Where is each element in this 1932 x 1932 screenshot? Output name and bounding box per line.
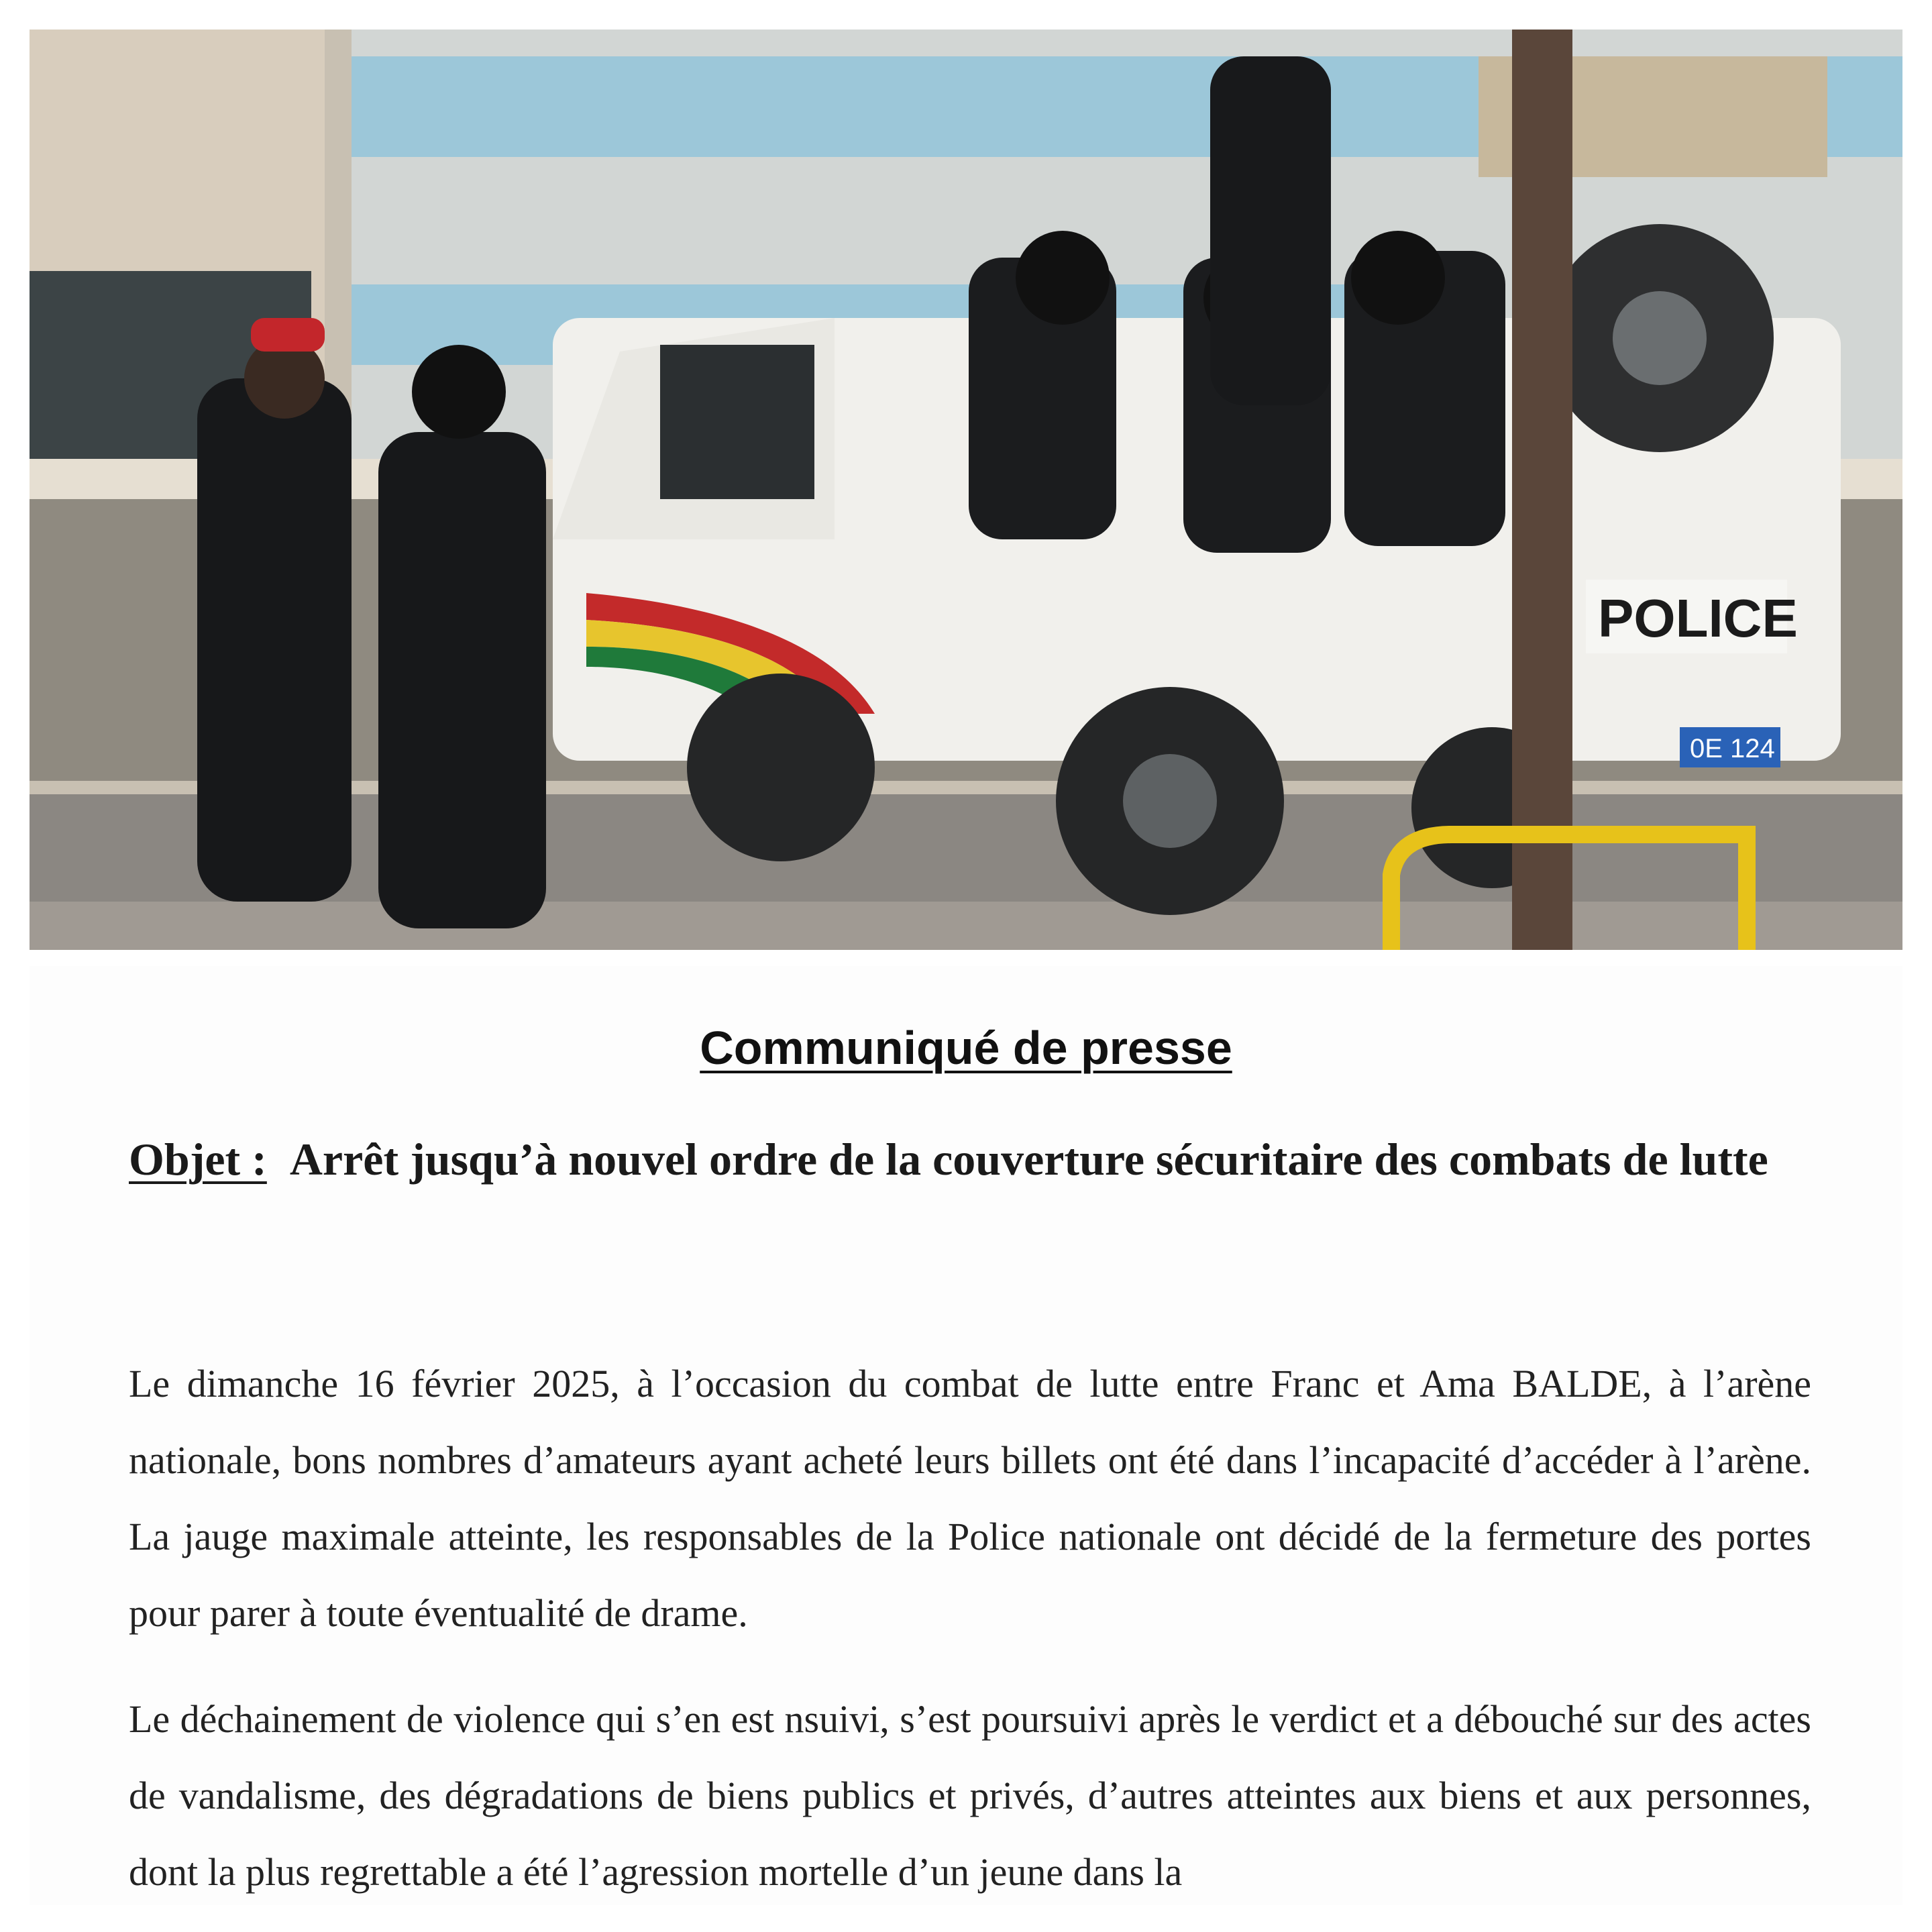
red-beret [251,318,325,352]
police-text: POLICE [1598,588,1798,648]
paragraph-2: Le déchainement de violence qui s’en est nsuivi, s’est poursuivi après le verdict et a débouché sur des actes de vandalisme, des dégradations de biens publics et privés, d’autres atteintes aux biens et aux personnes, dont la plus regrettable a été l’agression mortelle d’un jeune dans la [129,1697,1811,1894]
photo-illustration [30,30,1902,950]
subject-text: Arrêt jusqu’à nouvel ordre de la couverture sécuritaire des combats de lutte [289,1134,1768,1185]
rear-wheel-hub [1123,754,1217,848]
subject-label: Objet : [129,1134,267,1185]
officer-standing-1 [197,378,352,902]
officer-standing-truck [1210,56,1331,405]
helmet-3 [1351,231,1445,325]
police-vehicle-photo [30,30,1902,950]
paragraph-1: Le dimanche 16 février 2025, à l’occasion du combat de lutte entre Franc et Ama BALDE, à l’arène nationale, bons nombres d’amateurs ayant acheté leurs billets ont été dans l’incapacité d’accéder à l’arène. La jauge maximale atteinte, les responsables de la Police nationale ont décidé de la fermeture des portes pour parer à toute éventualité de drame. [129,1362,1811,1635]
helmet-4 [412,345,506,439]
license-plate-text: 0E 124 [1690,734,1775,763]
spare-tire-hub [1613,291,1707,385]
press-release-document [30,966,1902,1905]
front-wheel [687,674,875,861]
pavement [30,902,1902,950]
utility-pole [1512,30,1572,950]
document-subject [129,1115,1811,1203]
truck-window [660,345,814,499]
helmet-1 [1016,231,1110,325]
officer-standing-2 [378,432,546,928]
document-title: Communiqué de presse [700,1022,1232,1074]
